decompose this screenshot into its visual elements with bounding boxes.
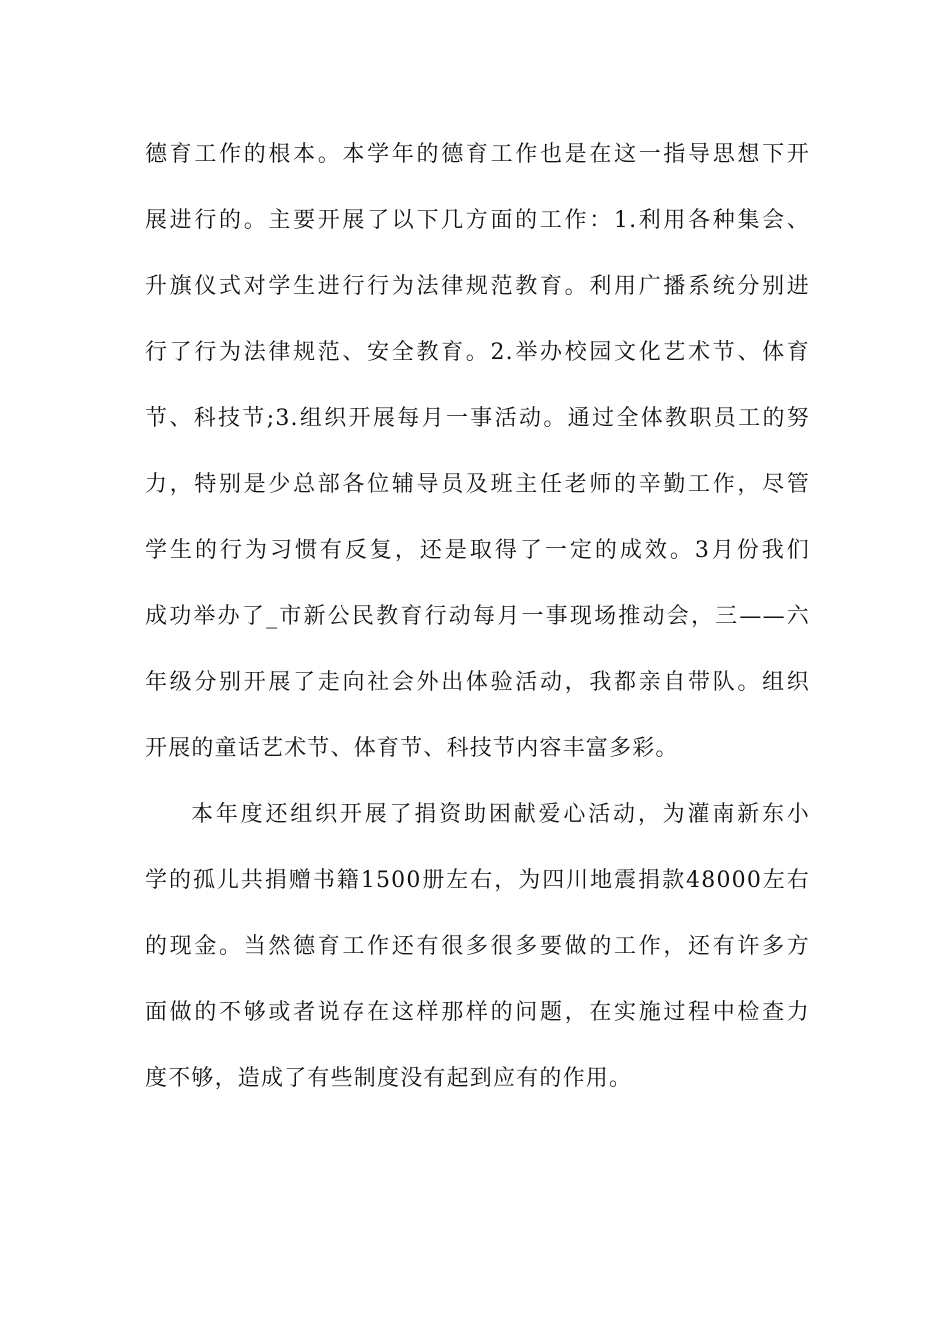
text-line: 学生的行为习惯有反复，还是取得了一定的成效。3月份我们: [145, 538, 810, 563]
text-line: 度不够，造成了有些制度没有起到应有的作用。: [145, 1066, 633, 1091]
text-line: 学的孤儿共捐赠书籍1500册左右，为四川地震捐款48000左右: [145, 868, 810, 893]
text-line: 德育工作的根本。本学年的德育工作也是在这一指导思想下开: [145, 142, 810, 167]
text-line: 成功举办了_市新公民教育行动每月一事现场推动会，三——六: [145, 604, 810, 629]
text-line: 力，特别是少总部各位辅导员及班主任老师的辛勤工作，尽管: [145, 472, 810, 497]
paragraph-2: [145, 785, 810, 1115]
paragraph-1: [145, 125, 810, 785]
text-line: 节、科技节;3.组织开展每月一事活动。通过全体教职员工的努: [145, 406, 810, 431]
text-line: 开展的童话艺术节、体育节、科技节内容丰富多彩。: [145, 736, 679, 761]
text-line: 升旗仪式对学生进行行为法律规范教育。利用广播系统分别进: [145, 274, 810, 299]
text-line: 行了行为法律规范、安全教育。2.举办校园文化艺术节、体育: [145, 340, 810, 365]
text-line: 本年度还组织开展了捐资助困献爱心活动，为灌南新东小: [191, 802, 810, 827]
text-line: 展进行的。主要开展了以下几方面的工作：1.利用各种集会、: [145, 208, 810, 233]
text-line: 年级分别开展了走向社会外出体验活动，我都亲自带队。组织: [145, 670, 810, 695]
text-line: 的现金。当然德育工作还有很多很多要做的工作，还有许多方: [145, 934, 810, 959]
text-line: 面做的不够或者说存在这样那样的问题，在实施过程中检查力: [145, 1000, 810, 1025]
body-text: [145, 125, 810, 1115]
